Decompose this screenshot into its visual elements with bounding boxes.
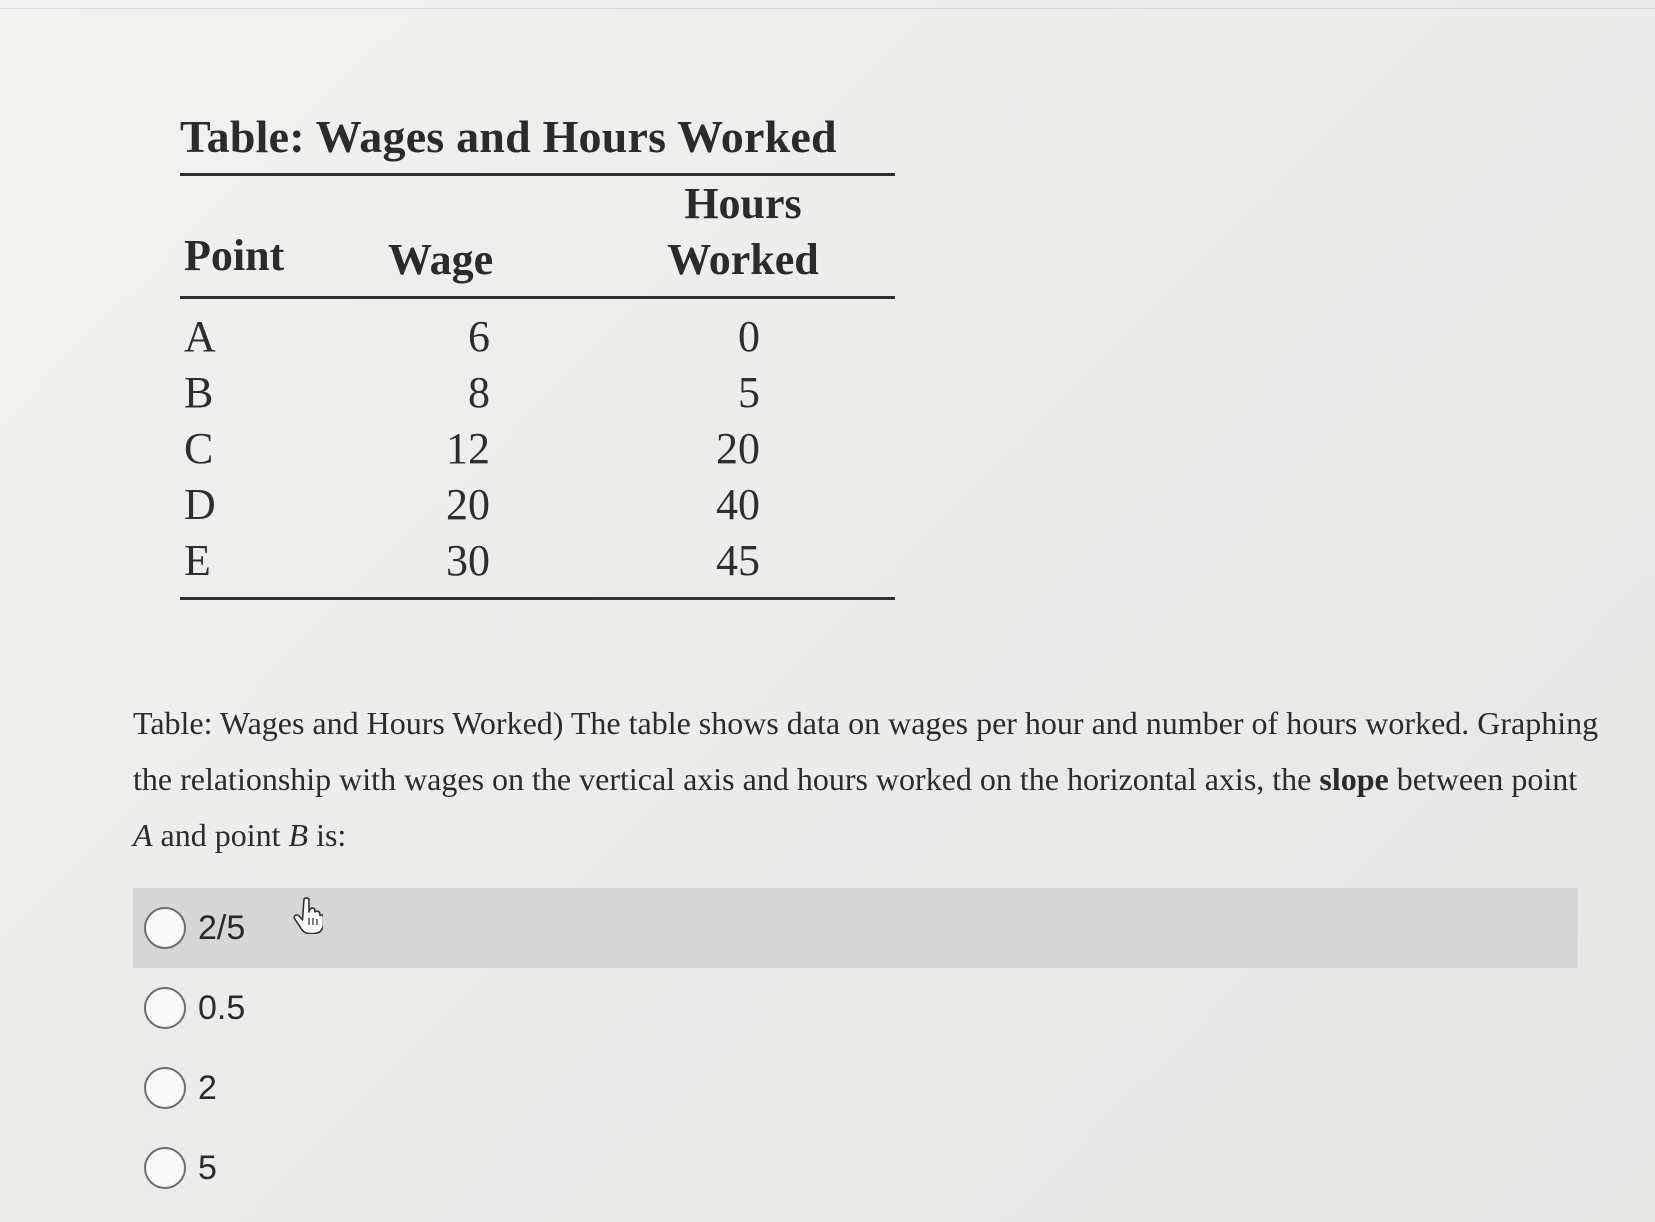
cell-wage: 20: [446, 480, 490, 529]
radio-circle-icon[interactable]: [144, 1067, 186, 1109]
table-header-row: [180, 176, 895, 296]
cell-wage: 30: [446, 536, 490, 585]
question-point-a: A: [133, 817, 153, 853]
header-hours-line1: Hours: [684, 179, 802, 228]
question-point-b: B: [288, 817, 309, 853]
table-title: Table: Wages and Hours Worked: [180, 111, 837, 162]
table-row: [180, 309, 895, 365]
table-body: [180, 299, 895, 597]
hand-pointer-icon: [293, 896, 323, 934]
table-row: [180, 421, 895, 477]
answer-option[interactable]: [133, 1048, 1578, 1128]
cell-wage: 8: [468, 368, 490, 417]
header-wage: Wage: [388, 235, 494, 284]
cell-point: C: [184, 424, 214, 473]
cell-hours: 40: [716, 480, 760, 529]
cell-wage: 12: [446, 424, 490, 473]
header-hours-line2: Worked: [667, 235, 819, 284]
answer-option[interactable]: [133, 888, 1578, 968]
table-row: [180, 533, 895, 589]
answer-option[interactable]: [133, 1128, 1578, 1208]
question-bold-slope: slope: [1319, 761, 1389, 797]
answer-option-label: 5: [198, 1148, 217, 1187]
table-row: [180, 365, 895, 421]
radio-circle-icon[interactable]: [144, 907, 186, 949]
header-point: Point: [184, 231, 285, 280]
question-part4: is:: [308, 817, 347, 853]
table-bottom-rule: [180, 597, 895, 600]
cell-hours: 20: [716, 424, 760, 473]
radio-circle-icon[interactable]: [144, 987, 186, 1029]
cell-wage: 6: [468, 312, 490, 361]
wages-hours-table: [180, 110, 895, 600]
cell-point: D: [184, 480, 216, 529]
cell-point: E: [184, 536, 211, 585]
answer-option-label: 2: [198, 1068, 217, 1107]
question-part2: between point: [1388, 761, 1578, 797]
cell-hours: 5: [738, 368, 760, 417]
cell-point: A: [184, 312, 216, 361]
answer-option-label: 2/5: [198, 908, 246, 947]
answer-option[interactable]: [133, 968, 1578, 1048]
answer-option-label: 0.5: [198, 988, 246, 1027]
top-divider: [0, 8, 1655, 9]
header-hours-worked: [658, 176, 828, 288]
radio-circle-icon[interactable]: [144, 1147, 186, 1189]
question-part1: Table: Wages and Hours Worked) The table shows data on wages per hour and number of hours worked. Graphing the relationship with wages on the vertical axis and hours worked on the horizontal axis, the: [133, 705, 1599, 797]
answer-options: [133, 888, 1578, 1208]
cell-point: B: [184, 368, 214, 417]
cell-hours: 45: [716, 536, 760, 585]
table-row: [180, 477, 895, 533]
question-part3: and point: [152, 817, 289, 853]
question-text: [133, 695, 1603, 863]
cell-hours: 0: [738, 312, 760, 361]
